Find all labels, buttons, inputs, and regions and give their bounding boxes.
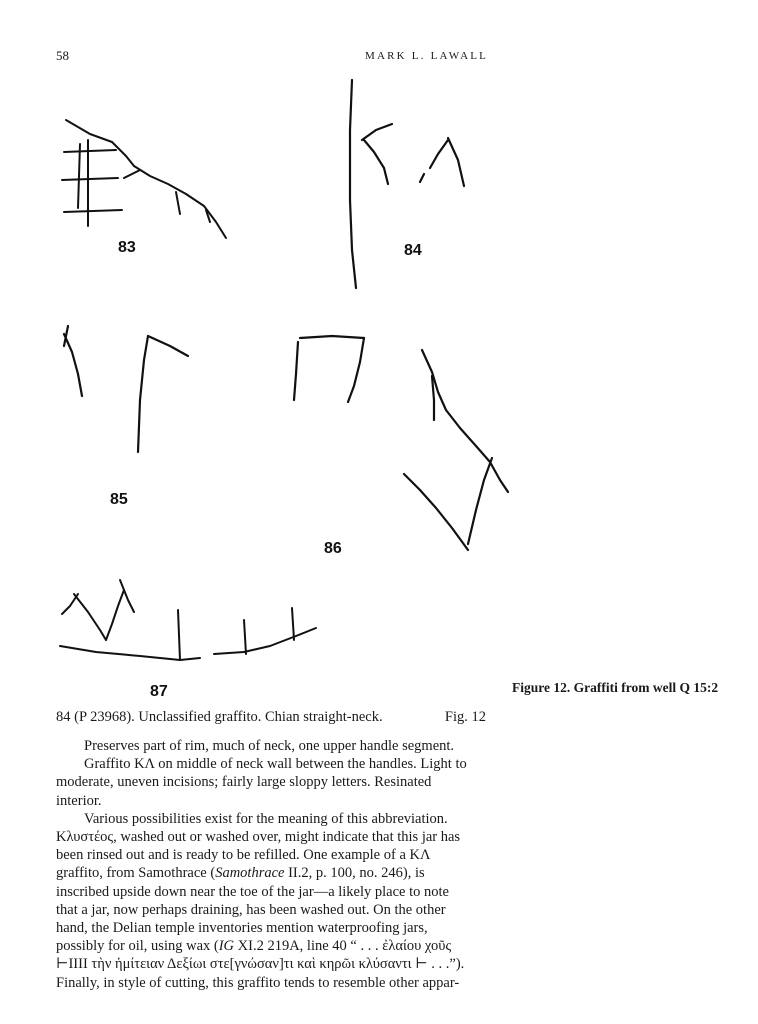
page-number: 58 [56, 48, 69, 63]
figure-label-83: 83 [118, 239, 136, 256]
italic-samothrace: Samothrace [215, 865, 285, 882]
figure-caption: Figure 12. Graffiti from well Q 15:2 [512, 680, 719, 695]
running-head: MARK L. LAWALL [365, 50, 489, 62]
figure-label-86: 86 [324, 540, 342, 557]
paragraph-preservation: Preserves part of rim, much of neck, one upper handle segment. [84, 738, 455, 754]
entry-body [56, 737, 474, 992]
figure-label-85: 85 [110, 491, 128, 508]
interpretation-text-2: II.2, p. 100, no. 246), is inscribed upside down near the toe of the jar—a likely place to note that a jar, now perhaps draining, has been washed out. On the other hand, the Delian temple inventories mention waterproofing jars, possibly for oil, using wax ( [56, 865, 449, 955]
figure-reference: Fig. 12 [444, 709, 486, 725]
paragraph-graffito-description: Graffito ΚΛ on middle of neck wall between the handles. Light to moderate, uneven incisions; fairly large sloppy letters. Resinated interior. [56, 756, 467, 809]
graffito-85-drawing [64, 326, 188, 452]
figure-label-84: 84 [404, 242, 422, 259]
interpretation-text-1: Various possibilities exist for the meaning of this abbreviation. Κλυστέος, washed out or washed over, might indicate that this jar has been rinsed out and is ready to be refilled. One example of a ΚΛ graffito, from Samothrace ( [56, 810, 461, 882]
italic-ig: IG [218, 938, 235, 955]
graffito-87-drawing [60, 580, 316, 660]
paragraph-interpretation [56, 810, 474, 992]
interpretation-text-3: XI.2 219A, line 40 “ . . . ἐλαίου χοῦς ⊢ΙΙΙΙ τὴν ἡμίτειαν Δεξίωι στε[γνώσαν]τι καὶ κηρῶι κλύσαντι ⊢ . . .”). Finally, in style of cutting, this graffito tends to resemble other appar- [56, 938, 465, 991]
graffito-83-drawing [62, 120, 226, 238]
graffito-86-drawing [294, 336, 508, 550]
entry-heading-text: 84 (P 23968). Unclassified graffito. Chian straight-neck. [56, 709, 383, 725]
figure-label-87: 87 [150, 683, 168, 700]
catalog-entry-heading [56, 709, 486, 726]
